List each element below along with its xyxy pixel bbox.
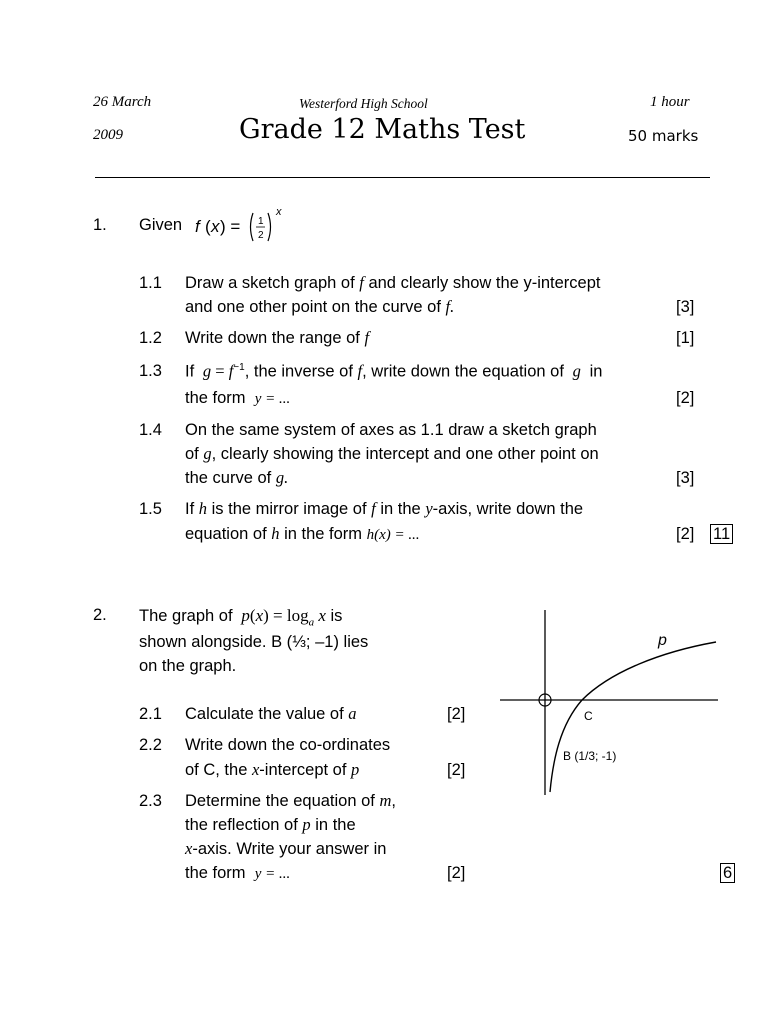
mark-allocation: [2] <box>676 525 695 543</box>
item-number: 1.2 <box>139 329 162 347</box>
item-text: of C, the x-intercept of p <box>185 760 360 779</box>
item-text: and one other point on the curve of f. <box>185 297 455 316</box>
item-number: 1.5 <box>139 500 162 518</box>
item-text: the reflection of p in the <box>185 815 356 834</box>
test-date: 26 March <box>93 94 152 110</box>
log-curve <box>550 642 716 792</box>
question-total-box: 6 <box>720 863 735 883</box>
item-text: equation of h in the form h(x) = ... <box>185 524 420 543</box>
item-text: Draw a sketch graph of f and clearly show the y-intercept <box>185 273 601 292</box>
item-text: If $g = f^{-1}$, the inverse of f, write down the equation of g in <box>185 361 603 381</box>
question-total-box: 11 <box>710 524 733 544</box>
page-title: Grade 12 Maths Test <box>239 114 526 145</box>
item-text: On the same system of axes as 1.1 draw a sketch graph <box>185 421 597 439</box>
point-b-label: B (1/3; -1) <box>563 749 617 763</box>
mark-allocation: [1] <box>676 329 695 347</box>
curve-label: p <box>658 632 667 649</box>
item-number: 1.1 <box>139 274 162 292</box>
given-label: Given <box>139 216 183 234</box>
question-number: 2. <box>93 606 107 624</box>
point-c-label: C <box>584 709 593 723</box>
item-text: the form y = ... <box>185 389 291 407</box>
test-year: 2009 <box>93 127 123 143</box>
f-symbol: f <box>195 217 200 236</box>
question-number: 1. <box>93 216 107 234</box>
mark-allocation: [2] <box>447 761 466 779</box>
question-intro: shown alongside. B (⅓; –1) lies <box>139 633 369 651</box>
item-text: the curve of g. <box>185 468 289 487</box>
test-duration: 1 hour <box>650 94 690 110</box>
log-graph <box>490 600 730 800</box>
question-intro: The graph of $p(x) = \log_a x$ is <box>139 606 343 629</box>
school-name: Westerford High School <box>299 96 428 111</box>
item-number: 2.2 <box>139 736 162 754</box>
question-intro: on the graph. <box>139 657 237 675</box>
mark-allocation: [3] <box>676 298 695 316</box>
item-text: Calculate the value of a <box>185 704 357 723</box>
item-number: 1.3 <box>139 362 162 380</box>
mark-allocation: [2] <box>447 864 466 882</box>
item-text: of g, clearly showing the intercept and one other point on <box>185 444 599 463</box>
svg-text:(: ( <box>205 217 211 236</box>
svg-text:) =: ) = <box>220 217 241 236</box>
item-text: Write down the co-ordinates <box>185 736 391 754</box>
header-divider <box>95 177 710 178</box>
item-text: Determine the equation of m, <box>185 791 396 810</box>
total-marks: 50 marks <box>628 127 699 145</box>
item-text: Write down the range of f <box>185 328 370 347</box>
svg-text:x: x <box>211 217 220 236</box>
item-text: x-axis. Write your answer in <box>185 839 387 858</box>
svg-text:x: x <box>276 206 282 218</box>
mark-allocation: [2] <box>676 389 695 407</box>
item-number: 2.1 <box>139 705 162 723</box>
svg-text:2: 2 <box>258 230 264 241</box>
mark-allocation: [2] <box>447 705 466 723</box>
mark-allocation: [3] <box>676 469 695 487</box>
item-number: 2.3 <box>139 792 162 810</box>
item-text: If h is the mirror image of f in the y-axis, write down the <box>185 499 584 518</box>
item-number: 1.4 <box>139 421 162 439</box>
item-text: the form y = ... <box>185 864 291 882</box>
function-definition <box>195 205 295 250</box>
svg-text:1: 1 <box>258 216 264 227</box>
